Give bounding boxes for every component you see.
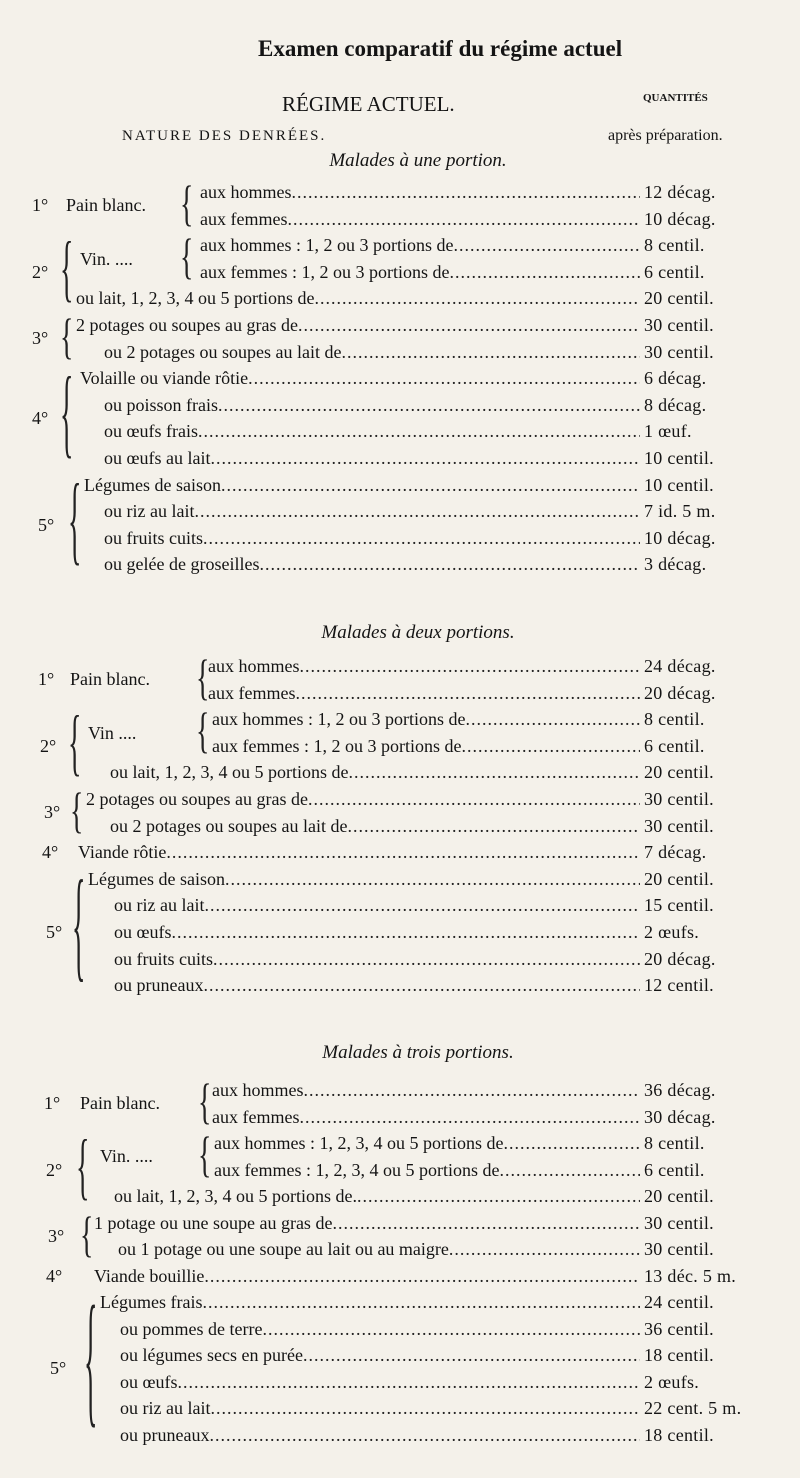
table-row <box>0 892 800 918</box>
table-row <box>0 525 800 551</box>
dot-leader <box>348 759 640 785</box>
quantity: 24 centil. <box>644 1292 714 1312</box>
dot-leader <box>357 1183 640 1209</box>
table-row <box>0 680 800 706</box>
quantity: 20 centil. <box>644 762 714 783</box>
wine-label: Vin. .... <box>100 1146 153 1167</box>
quantity: 30 centil. <box>644 815 714 836</box>
table-row <box>0 1104 800 1130</box>
food-item: aux hommes : 1, 2, 3, 4 ou 5 portions de <box>214 1133 504 1153</box>
group-label: Pain blanc. <box>66 195 146 216</box>
dot-leader <box>295 680 640 706</box>
table-row <box>0 472 800 498</box>
quantity: 2 œufs. <box>644 1371 700 1392</box>
food-item: aux femmes <box>200 208 288 229</box>
brace-icon: { <box>68 702 82 786</box>
food-item: ou lait, 1, 2, 3, 4 ou 5 portions de. <box>114 1186 357 1206</box>
food-item: ou riz au lait <box>120 1398 211 1418</box>
food-item: ou œufs frais <box>104 421 198 442</box>
group-number: 5° <box>38 514 55 535</box>
brace-icon: { <box>80 1207 94 1263</box>
group-number: 4° <box>46 1265 63 1286</box>
brace-icon: { <box>70 784 84 840</box>
quantity: 20 centil. <box>644 288 714 309</box>
table-row <box>0 759 800 785</box>
brace-icon: { <box>60 228 74 312</box>
group-number: 3° <box>44 802 61 823</box>
quantity: 10 décag. <box>644 527 716 548</box>
table-row <box>0 445 800 471</box>
food-item: ou 2 potages ou soupes au lait de <box>104 341 342 362</box>
dot-leader <box>287 206 640 232</box>
food-item: aux hommes <box>200 182 292 202</box>
quantity: 8 centil. <box>644 235 705 256</box>
dot-leader <box>210 445 640 471</box>
dot-leader <box>298 312 640 338</box>
table-row <box>0 706 800 732</box>
dot-leader <box>202 1289 640 1315</box>
dot-leader <box>194 498 640 524</box>
wine-label: Vin .... <box>88 722 137 743</box>
wine-label: Vin. .... <box>80 248 133 269</box>
dot-leader <box>461 733 640 759</box>
food-item: ou fruits cuits <box>104 527 203 548</box>
table-row <box>0 1183 800 1209</box>
brace-icon: { <box>196 651 210 707</box>
dot-leader <box>453 232 640 258</box>
group-number: 4° <box>32 408 49 429</box>
quantity: 18 centil. <box>644 1424 714 1445</box>
brace-icon: { <box>198 1075 212 1131</box>
dot-leader <box>204 892 640 918</box>
group-number: 2° <box>32 261 49 282</box>
group-label: Pain blanc. <box>80 1093 160 1114</box>
group-number: 1° <box>44 1093 61 1114</box>
quantity: 24 décag. <box>644 656 716 676</box>
quantity: 7 id. 5 m. <box>644 501 716 522</box>
after-preparation-heading: après préparation. <box>608 127 723 144</box>
dot-leader <box>166 839 640 865</box>
dot-leader <box>210 1395 640 1421</box>
table-row <box>0 1210 800 1236</box>
food-item: aux femmes : 1, 2 ou 3 portions de <box>200 261 450 282</box>
quantity: 15 centil. <box>644 895 714 916</box>
section-title: Malades à trois portions. <box>322 1042 514 1063</box>
food-item: ou œufs <box>114 922 172 942</box>
table-row <box>0 259 800 285</box>
dot-leader <box>303 1342 640 1368</box>
quantity: 22 cent. 5 m. <box>644 1398 742 1418</box>
food-item: ou 2 potages ou soupes au lait de <box>110 815 348 836</box>
table-row <box>0 285 800 311</box>
food-item: ou riz au lait <box>104 501 195 522</box>
page-title: Examen comparatif du régime actuel <box>258 36 623 61</box>
table-row <box>0 1342 800 1368</box>
table-row <box>0 1263 800 1289</box>
food-item: ou pruneaux <box>120 1424 210 1445</box>
table-row <box>0 1236 800 1262</box>
quantity: 13 déc. 5 m. <box>644 1265 737 1286</box>
table-row <box>0 365 800 391</box>
food-item: Légumes de saison <box>88 868 225 889</box>
dot-leader <box>314 285 640 311</box>
group-number: 1° <box>38 669 55 690</box>
dot-leader <box>178 1369 641 1395</box>
food-item: ou légumes secs en purée <box>120 1345 303 1365</box>
table-row <box>0 232 800 258</box>
group-number: 5° <box>50 1358 67 1379</box>
quantity: 10 centil. <box>644 448 714 468</box>
dot-leader <box>262 1316 640 1342</box>
dot-leader <box>449 1236 640 1262</box>
food-item: Légumes de saison <box>84 474 221 495</box>
quantity: 6 centil. <box>644 735 705 756</box>
food-item: ou lait, 1, 2, 3, 4 ou 5 portions de <box>110 762 349 783</box>
dot-leader <box>203 972 640 998</box>
group-number: 3° <box>32 328 49 349</box>
quantity: 30 centil. <box>644 789 714 809</box>
table-row <box>0 653 800 679</box>
regime-heading: RÉGIME ACTUEL. <box>282 92 455 116</box>
food-item: aux femmes <box>212 1106 300 1127</box>
food-item: aux femmes : 1, 2 ou 3 portions de <box>212 735 462 756</box>
quantity: 6 centil. <box>644 1159 705 1180</box>
food-item: aux hommes <box>208 656 300 676</box>
quantity: 7 décag. <box>644 842 707 863</box>
table-row <box>0 1395 800 1421</box>
table-row <box>0 786 800 812</box>
group-number: 2° <box>40 735 57 756</box>
brace-icon: { <box>180 177 194 233</box>
quantity: 2 œufs. <box>644 922 700 942</box>
table-row <box>0 206 800 232</box>
table-row <box>0 551 800 577</box>
food-item: ou 1 potage ou une soupe au lait ou au maigre <box>118 1239 449 1259</box>
table-row <box>0 733 800 759</box>
dot-leader <box>341 339 640 365</box>
dot-leader <box>299 1104 640 1130</box>
food-item: ou pruneaux <box>114 975 204 996</box>
table-row <box>0 1130 800 1156</box>
food-item: aux hommes : 1, 2 ou 3 portions de <box>200 235 454 256</box>
table-row <box>0 312 800 338</box>
dot-leader <box>292 179 641 205</box>
dot-leader <box>221 472 640 498</box>
quantities-heading: QUANTITÉS <box>643 92 708 104</box>
brace-icon: { <box>76 1126 90 1209</box>
group-number: 2° <box>46 1159 63 1180</box>
brace-icon: { <box>196 704 210 760</box>
food-item: Volaille ou viande rôtie <box>80 368 249 389</box>
food-item: ou poisson frais <box>104 394 218 415</box>
food-item: ou lait, 1, 2, 3, 4 ou 5 portions de <box>76 288 315 309</box>
quantity: 36 décag. <box>644 1080 716 1100</box>
dot-leader <box>203 525 640 551</box>
brace-icon: { <box>68 466 82 577</box>
food-item: ou gelée de groseilles <box>104 554 260 575</box>
food-item: Viande bouillie <box>94 1265 205 1286</box>
dot-leader <box>225 866 640 892</box>
group-number: 4° <box>42 842 59 863</box>
dot-leader <box>213 946 640 972</box>
table-row <box>0 1369 800 1395</box>
dot-leader <box>347 813 640 839</box>
group-number: 3° <box>48 1225 65 1246</box>
group-label: Pain blanc. <box>70 669 150 690</box>
dot-leader <box>248 365 640 391</box>
food-item: ou œufs au lait <box>104 448 211 468</box>
food-item: 2 potages ou soupes au gras de <box>76 315 298 335</box>
table-row <box>0 1289 800 1315</box>
brace-icon: { <box>198 1128 212 1184</box>
table-row <box>0 1422 800 1448</box>
table-row <box>0 919 800 945</box>
food-item: ou fruits cuits <box>114 948 213 969</box>
quantity: 10 centil. <box>644 474 714 495</box>
dot-leader <box>304 1077 641 1103</box>
brace-icon: { <box>84 1280 98 1445</box>
food-item: aux femmes <box>208 682 296 703</box>
table-row <box>0 1077 800 1103</box>
dot-leader <box>198 418 640 444</box>
table-row <box>0 498 800 524</box>
section-title: Malades à une portion. <box>329 150 507 171</box>
dot-leader <box>218 392 640 418</box>
table-row <box>0 972 800 998</box>
food-item: aux hommes : 1, 2 ou 3 portions de <box>212 709 466 730</box>
quantity: 8 décag. <box>644 394 707 415</box>
table-row <box>0 339 800 365</box>
table-row <box>0 1157 800 1183</box>
brace-icon: { <box>72 858 86 997</box>
quantity: 30 centil. <box>644 315 714 335</box>
table-row <box>0 1316 800 1342</box>
quantity: 3 décag. <box>644 554 707 575</box>
quantity: 1 œuf. <box>644 421 692 442</box>
quantity: 20 décag. <box>644 948 716 969</box>
dot-leader <box>259 551 640 577</box>
table-row <box>0 179 800 205</box>
dot-leader <box>503 1130 640 1156</box>
dot-leader <box>300 653 641 679</box>
quantity: 20 décag. <box>644 682 716 703</box>
table-row <box>0 866 800 892</box>
quantity: 10 décag. <box>644 208 716 229</box>
table-row <box>0 392 800 418</box>
nature-heading: NATURE DES DENRÉES. <box>122 128 327 144</box>
quantity: 20 centil. <box>644 1186 714 1206</box>
food-item: aux femmes : 1, 2, 3, 4 ou 5 portions de <box>214 1159 500 1180</box>
food-item: aux hommes <box>212 1080 304 1100</box>
quantity: 18 centil. <box>644 1345 714 1365</box>
quantity: 36 centil. <box>644 1318 714 1339</box>
quantity: 8 centil. <box>644 709 705 730</box>
brace-icon: { <box>60 310 74 366</box>
quantity: 12 décag. <box>644 182 716 202</box>
food-item: Légumes frais <box>100 1292 203 1312</box>
table-row <box>0 946 800 972</box>
quantity: 30 centil. <box>644 1212 714 1233</box>
quantity: 30 centil. <box>644 1239 714 1259</box>
table-row <box>0 813 800 839</box>
quantity: 12 centil. <box>644 975 714 996</box>
group-number: 1° <box>32 195 49 216</box>
dot-leader <box>465 706 640 732</box>
dot-leader <box>449 259 640 285</box>
quantity: 6 centil. <box>644 261 705 282</box>
group-number: 5° <box>46 922 63 942</box>
quantity: 30 centil. <box>644 341 714 362</box>
section-title: Malades à deux portions. <box>321 622 515 643</box>
food-item: Viande rôtie <box>78 842 167 863</box>
dot-leader <box>332 1210 640 1236</box>
dot-leader <box>499 1157 640 1183</box>
quantity: 8 centil. <box>644 1133 705 1153</box>
quantity: 6 décag. <box>644 368 707 389</box>
brace-icon: { <box>60 360 74 471</box>
food-item: 2 potages ou soupes au gras de <box>86 789 308 809</box>
dot-leader <box>308 786 640 812</box>
brace-icon: { <box>180 230 194 286</box>
dot-leader <box>209 1422 640 1448</box>
quantity: 20 centil. <box>644 868 714 889</box>
table-row <box>0 839 800 865</box>
dot-leader <box>204 1263 640 1289</box>
table-row <box>0 418 800 444</box>
dot-leader <box>172 919 641 945</box>
food-item: 1 potage ou une soupe au gras de <box>94 1212 333 1233</box>
food-item: ou riz au lait <box>114 895 205 916</box>
food-item: ou pommes de terre <box>120 1318 263 1339</box>
quantity: 30 décag. <box>644 1106 716 1127</box>
food-item: ou œufs <box>120 1371 178 1392</box>
